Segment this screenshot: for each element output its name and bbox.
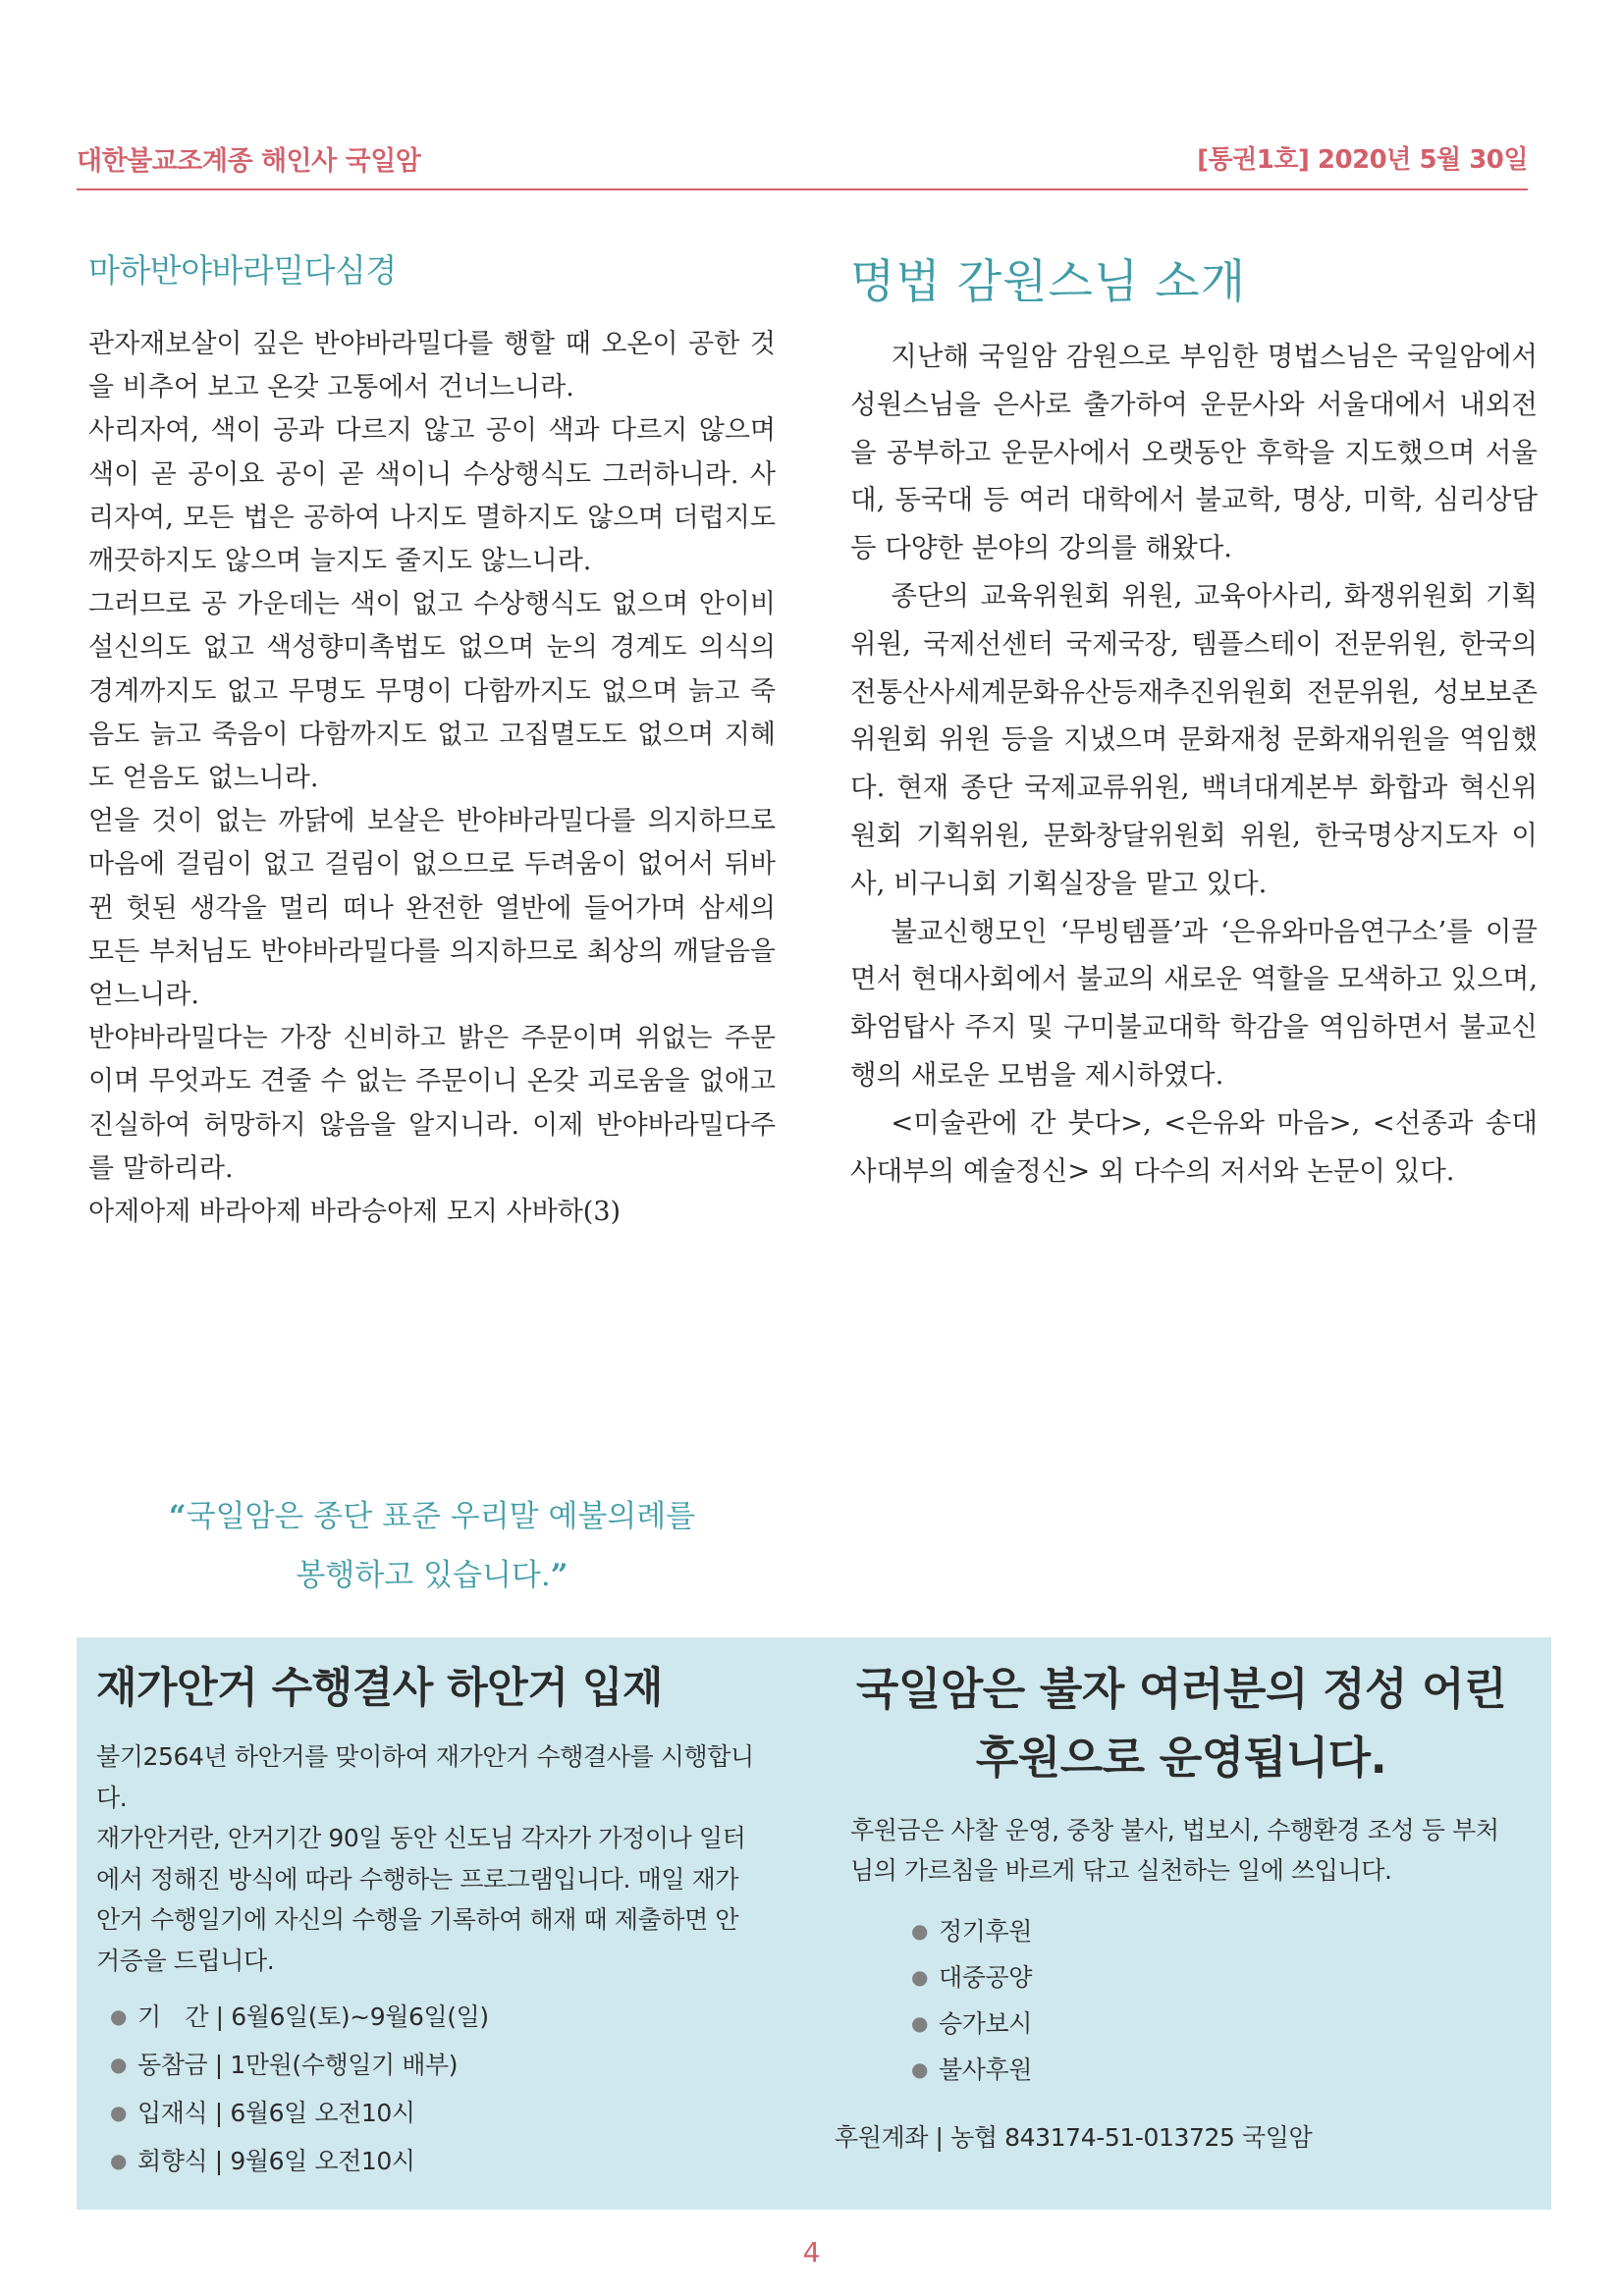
quote-text-1: 국일암은 종단 표준 우리말 예불의례를 — [186, 1499, 696, 1534]
quote-text-2: 봉행하고 있습니다. — [296, 1558, 551, 1593]
quote-line-2 — [88, 1546, 776, 1605]
sutra-paragraph: 반야바라밀다는 가장 신비하고 밝은 주문이며 위없는 주문이며 무엇과도 견줄 수 없는 주문이니 온갖 괴로움을 없애고 진실하여 허망하지 않음을 알지니라. 이제 반야바라밀다주를 말하리라. — [88, 1023, 776, 1184]
pull-quote — [88, 1487, 776, 1605]
quote-line-1 — [88, 1487, 776, 1546]
list-item — [911, 2001, 1520, 2047]
retreat-opening: 입재식 | 6월6일 오전10시 — [137, 2099, 415, 2127]
issue-date: [통권1호] 2020년 5월 30일 — [1197, 145, 1528, 175]
sutra-paragraph: 관자재보살이 깊은 반야바라밀다를 행할 때 오온이 공한 것을 비추어 보고 온갖 고통에서 건너느니라. — [88, 329, 776, 403]
list-item — [911, 1908, 1520, 1954]
quote-open-mark: “ — [168, 1499, 187, 1534]
support-types — [842, 1908, 1520, 2093]
bullet-icon: ● — [110, 2004, 128, 2028]
sutra-paragraph: 그러므로 공 가운데는 색이 없고 수상행식도 없으며 안이비설신의도 없고 색성향미촉법도 없으며 눈의 경계도 의식의 경계까지도 없고 무명도 무명이 다함까지도 없으며 늙고 죽음도 늙고 죽음이 다함까지도 없고 고집멸도도 없으며 지혜도 얻음도 없느니라. — [88, 589, 776, 794]
sutra-paragraph: 아제아제 바라아제 바라승아제 모지 사바하(3) — [88, 1197, 622, 1228]
support-title-line-1: 국일암은 불자 여러분의 정성 어린 — [855, 1663, 1507, 1715]
sutra-paragraph: 사리자여, 색이 공과 다르지 않고 공이 색과 다르지 않으며 색이 곧 공이요 공이 곧 색이니 수상행식도 그러하니라. 사리자여, 모든 법은 공하여 나지도 멸하지도 않으며 더럽지도 깨끗하지도 않으며 늘지도 줄지도 않느니라. — [88, 415, 776, 577]
list-item — [110, 1993, 754, 2041]
bullet-icon: ● — [110, 2149, 128, 2172]
retreat-fee: 동참금 | 1만원(수행일기 배부) — [137, 2051, 459, 2079]
bio-paragraph: 종단의 교육위원회 위원, 교육아사리, 화쟁위원회 기획위원, 국제선센터 국제국장, 템플스테이 전문위원, 한국의전통산사세계문화유산등재추진위원회 전문위원, 성보보존위원회 위원 등을 지냈으며 문화재청 문화재위원을 역임했다. 현재 종단 국제교류위원, 백녀대계본부 화합과 혁신위원회 기획위원, 문화창달위원회 위원, 한국명상지도자 이사, 비구니회 기획실장을 맡고 있다. — [850, 579, 1538, 899]
page-header — [77, 139, 1528, 183]
retreat-closing: 회향식 | 9월6일 오전10시 — [137, 2147, 415, 2175]
support-title — [842, 1655, 1520, 1792]
bullet-icon: ● — [110, 2053, 128, 2076]
bio-paragraph: 불교신행모인 ‘무빙템플’과 ‘은유와마음연구소’를 이끌면서 현대사회에서 불교의 새로운 역할을 모색하고 있으며, 화엄탑사 주지 및 구미불교대학 학감을 역임하면서 불교신행의 새로운 모범을 제시하였다. — [850, 915, 1538, 1091]
retreat-description — [96, 1736, 754, 1981]
bio-paragraph: <미술관에 간 붓다>, <은유와 마음>, <선종과 송대사대부의 예술정신> 외 다수의 저서와 논문이 있다. — [850, 1106, 1538, 1187]
retreat-paragraph: 불기2564년 하안거를 맞이하여 재가안거 수행결사를 시행합니다. — [96, 1742, 754, 1812]
header-divider — [77, 188, 1528, 190]
support-type: 대중공양 — [939, 1963, 1033, 1992]
support-description: 후원금은 사찰 운영, 중창 불사, 법보시, 수행환경 조성 등 부처님의 가르침을 바르게 닦고 실천하는 일에 쓰입니다. — [850, 1816, 1499, 1885]
bio-text — [850, 333, 1538, 1195]
support-type: 정기후원 — [939, 1917, 1033, 1946]
retreat-details — [96, 1993, 754, 2185]
support-box — [835, 1655, 1520, 2154]
support-type: 승가보시 — [939, 2009, 1033, 2038]
list-item — [110, 2041, 754, 2089]
quote-close-mark: ” — [550, 1558, 568, 1593]
publication-name: 대한불교조계종 해인사 국일암 — [77, 146, 421, 177]
bank-account: 후원계좌 | 농협 843174-51-013725 국일암 — [835, 2123, 1313, 2152]
bullet-icon: ● — [911, 2057, 929, 2081]
retreat-paragraph: 재가안거란, 안거기간 90일 동안 신도님 각자가 가정이나 일터에서 정해진 방식에 따라 수행하는 프로그램입니다. 매일 재가안거 수행일기에 자신의 수행을 기록하여 해재 때 제출하면 안거증을 드립니다. — [96, 1824, 746, 1975]
list-item — [911, 2047, 1520, 2093]
support-type: 불사후원 — [939, 2056, 1033, 2084]
bullet-icon: ● — [911, 1965, 929, 1989]
retreat-period: 기 간 | 6월6일(토)~9월6일(일) — [137, 2002, 489, 2031]
support-title-line-2: 후원으로 운영됩니다. — [975, 1732, 1387, 1784]
bio-section — [850, 245, 1538, 1195]
bullet-icon: ● — [911, 2011, 929, 2035]
sutra-title: 마하반야바라밀다심경 — [88, 251, 397, 290]
sutra-paragraph: 얻을 것이 없는 까닭에 보살은 반야바라밀다를 의지하므로 마음에 걸림이 없고 걸림이 없으므로 두려움이 없어서 뒤바뀐 헛된 생각을 멀리 떠나 완전한 열반에 들어가며 삼세의 모든 부처님도 반야바라밀다를 의지하므로 최상의 깨달음을 얻느니라. — [88, 806, 776, 1011]
sutra-section — [88, 245, 776, 1234]
bio-title: 명법 감원스님 소개 — [850, 255, 1247, 309]
sutra-text — [88, 323, 776, 1234]
list-item — [110, 2089, 754, 2137]
bio-paragraph: 지난해 국일암 감원으로 부임한 명법스님은 국일암에서 성원스님을 은사로 출가하여 운문사와 서울대에서 내외전을 공부하고 운문사에서 오랫동안 후학을 지도했으며 서울대, 동국대 등 여러 대학에서 불교학, 명상, 미학, 심리상담 등 다양한 분야의 강의를 해왔다. — [850, 341, 1538, 564]
bullet-icon: ● — [911, 1919, 929, 1943]
bullet-icon: ● — [110, 2101, 128, 2124]
page-number: 4 — [802, 2236, 821, 2269]
info-panel — [77, 1637, 1551, 2210]
retreat-box — [96, 1655, 754, 2185]
list-item — [911, 1954, 1520, 2001]
retreat-title: 재가안거 수행결사 하안거 입재 — [96, 1664, 663, 1713]
list-item — [110, 2137, 754, 2185]
